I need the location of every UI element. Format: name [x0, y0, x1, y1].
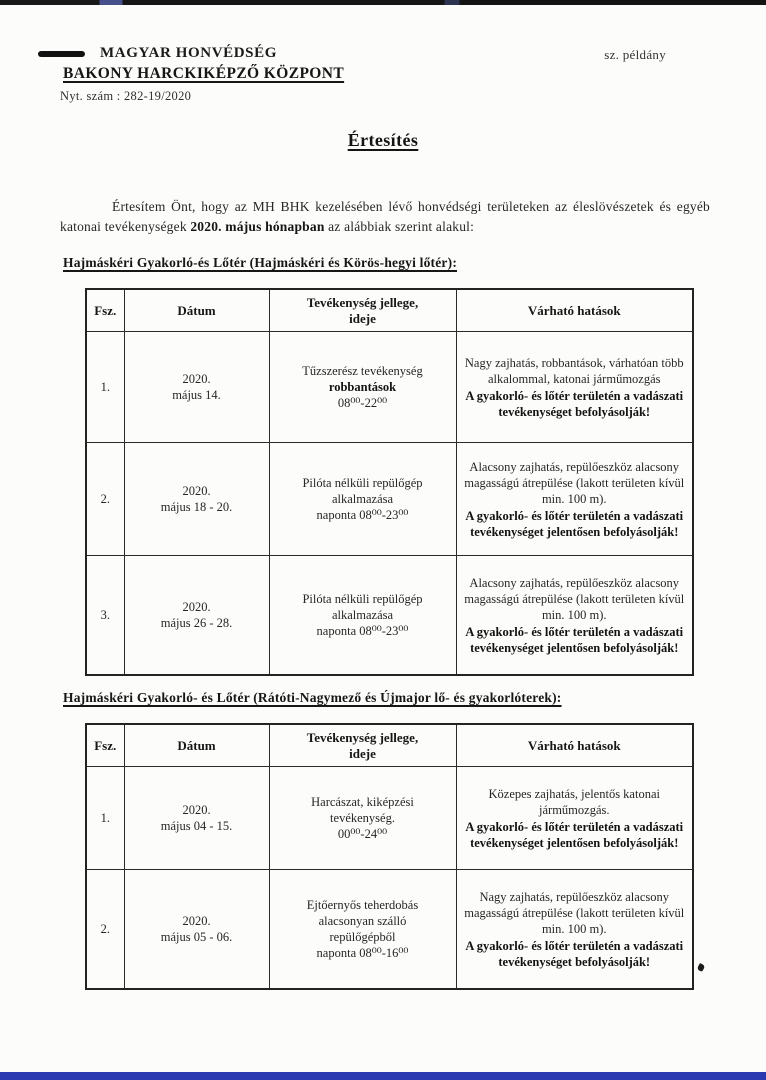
row-number-cell: 1. [86, 767, 124, 870]
activity-line: Pilóta nélküli repülőgép [302, 592, 423, 606]
table-row [86, 556, 693, 676]
row-number-cell: 2. [86, 870, 124, 990]
scan-speck [697, 963, 706, 972]
effects-cell [456, 556, 693, 676]
date-line: május 18 - 20. [160, 500, 233, 514]
date-line: 2020. [182, 600, 211, 614]
date-line: május 04 - 15. [160, 819, 233, 833]
copy-number-label: sz. példány [604, 47, 666, 62]
effects-cell [456, 870, 693, 990]
table-header-row [86, 289, 693, 332]
effects-cell [456, 332, 693, 443]
effects-bold-text: A gyakorló- és lőtér területén a vadászati tevékenységet befolyásolják! [465, 388, 684, 419]
effects-bold-text: A gyakorló- és lőtér területén a vadászati tevékenységet befolyásolják! [465, 938, 684, 969]
activity-line: Pilóta nélküli repülőgép [302, 476, 423, 490]
activity-line: Tűzszerész tevékenység [302, 364, 423, 378]
activity-time: naponta 08⁰⁰-23⁰⁰ [316, 624, 409, 638]
activity-table-1 [85, 288, 694, 676]
effects-cell [456, 767, 693, 870]
activity-line: Harcászat, kiképzési [311, 795, 414, 809]
row-number-cell: 2. [86, 443, 124, 556]
intro-bold-month: 2020. május hónapban [190, 219, 325, 234]
header-effects: Várható hatások [456, 724, 693, 767]
header-fsz: Fsz. [86, 289, 124, 332]
date-cell [124, 556, 269, 676]
date-cell [124, 332, 269, 443]
section-heading-hajmaskeri-koroshegyi: Hajmáskéri Gyakorló-és Lőtér (Hajmáskéri és Körös-hegyi lőtér): [63, 255, 458, 270]
effects-bold-text: A gyakorló- és lőtér területén a vadászati tevékenységet jelentősen befolyásolják! [465, 819, 684, 850]
effects-text: Alacsony zajhatás, repülőeszköz alacsony magasságú átrepülése (lakott területen kívül min. 100 m). [464, 459, 685, 506]
activity-time: 00⁰⁰-24⁰⁰ [337, 827, 388, 841]
activity-cell [269, 870, 456, 990]
document-title-text: Értesítés [347, 130, 419, 150]
activity-time: naponta 08⁰⁰-23⁰⁰ [316, 508, 409, 522]
activity-time: 08⁰⁰-22⁰⁰ [337, 396, 388, 410]
activity-line: Ejtőernyős teherdobás [306, 898, 419, 912]
date-cell [124, 870, 269, 990]
activity-cell [269, 556, 456, 676]
date-cell [124, 443, 269, 556]
table-row [86, 870, 693, 990]
logo-dash [38, 51, 85, 57]
effects-cell [456, 443, 693, 556]
intro-text-start: Értesítem Önt, hogy az MH BHK kezelésében lévő honvédségi területeken az éleslövészetek és egyéb katonai tevékenységek [60, 199, 710, 234]
row-number-cell: 1. [86, 332, 124, 443]
document-title [0, 130, 766, 151]
header-activity-line1: Tevékenység jellege, [306, 729, 419, 745]
section-heading-ratoti-ujmajor: Hajmáskéri Gyakorló- és Lőtér (Rátóti-Nagymező és Újmajor lő- és gyakorlóterek): [63, 690, 562, 705]
document-header [0, 0, 766, 104]
effects-text: Nagy zajhatás, robbantások, várhatóan több alkalommal, katonai járműmozgás [464, 355, 684, 386]
org-unit-name: BAKONY HARCKIKÉPZŐ KÖZPONT [63, 65, 345, 82]
activity-cell [269, 767, 456, 870]
header-activity-line1: Tevékenység jellege, [306, 294, 419, 310]
activity-line: alacsonyan szálló [318, 914, 407, 928]
header-effects: Várható hatások [456, 289, 693, 332]
header-datum: Dátum [124, 289, 269, 332]
date-line: május 26 - 28. [160, 616, 233, 630]
activity-cell [269, 332, 456, 443]
intro-paragraph [60, 197, 710, 237]
table-header-row [86, 724, 693, 767]
org-name: MAGYAR HONVÉDSÉG [100, 45, 277, 61]
date-line: 2020. [182, 914, 211, 928]
table-row [86, 332, 693, 443]
effects-bold-text: A gyakorló- és lőtér területén a vadászati tevékenységet jelentősen befolyásolják! [465, 624, 684, 655]
row-number-cell: 3. [86, 556, 124, 676]
date-line: 2020. [182, 372, 211, 386]
activity-cell [269, 443, 456, 556]
effects-text: Közepes zajhatás, jelentős katonai járműmozgás. [488, 786, 660, 817]
header-activity-line2: ideje [349, 745, 376, 761]
table-row [86, 443, 693, 556]
header-activity [269, 724, 456, 767]
bottom-edge-bar [0, 1072, 766, 1080]
header-datum: Dátum [124, 724, 269, 767]
header-fsz: Fsz. [86, 724, 124, 767]
date-line: május 05 - 06. [160, 930, 233, 944]
effects-bold-text: A gyakorló- és lőtér területén a vadászati tevékenységet jelentősen befolyásolják! [465, 508, 684, 539]
activity-line: alkalmazása [331, 492, 394, 506]
date-cell [124, 767, 269, 870]
activity-line: tevékenység. [330, 811, 395, 825]
intro-text-end: az alábbiak szerint alakul: [324, 219, 475, 234]
activity-table-2 [85, 723, 694, 990]
activity-line-bold: robbantások [328, 380, 397, 394]
effects-text: Nagy zajhatás, repülőeszköz alacsony magasságú átrepülése (lakott területen kívül min. 100 m). [464, 889, 685, 936]
date-line: 2020. [182, 484, 211, 498]
activity-line: repülőgépből [329, 930, 396, 944]
table-row [86, 767, 693, 870]
date-line: május 14. [172, 388, 221, 402]
header-activity-line2: ideje [349, 310, 376, 326]
registry-number: Nyt. szám : 282-19/2020 [60, 89, 192, 103]
effects-text: Alacsony zajhatás, repülőeszköz alacsony magasságú átrepülése (lakott területen kívül min. 100 m). [464, 575, 685, 622]
header-activity [269, 289, 456, 332]
date-line: 2020. [182, 803, 211, 817]
activity-time: naponta 08⁰⁰-16⁰⁰ [316, 946, 409, 960]
activity-line: alkalmazása [331, 608, 394, 622]
